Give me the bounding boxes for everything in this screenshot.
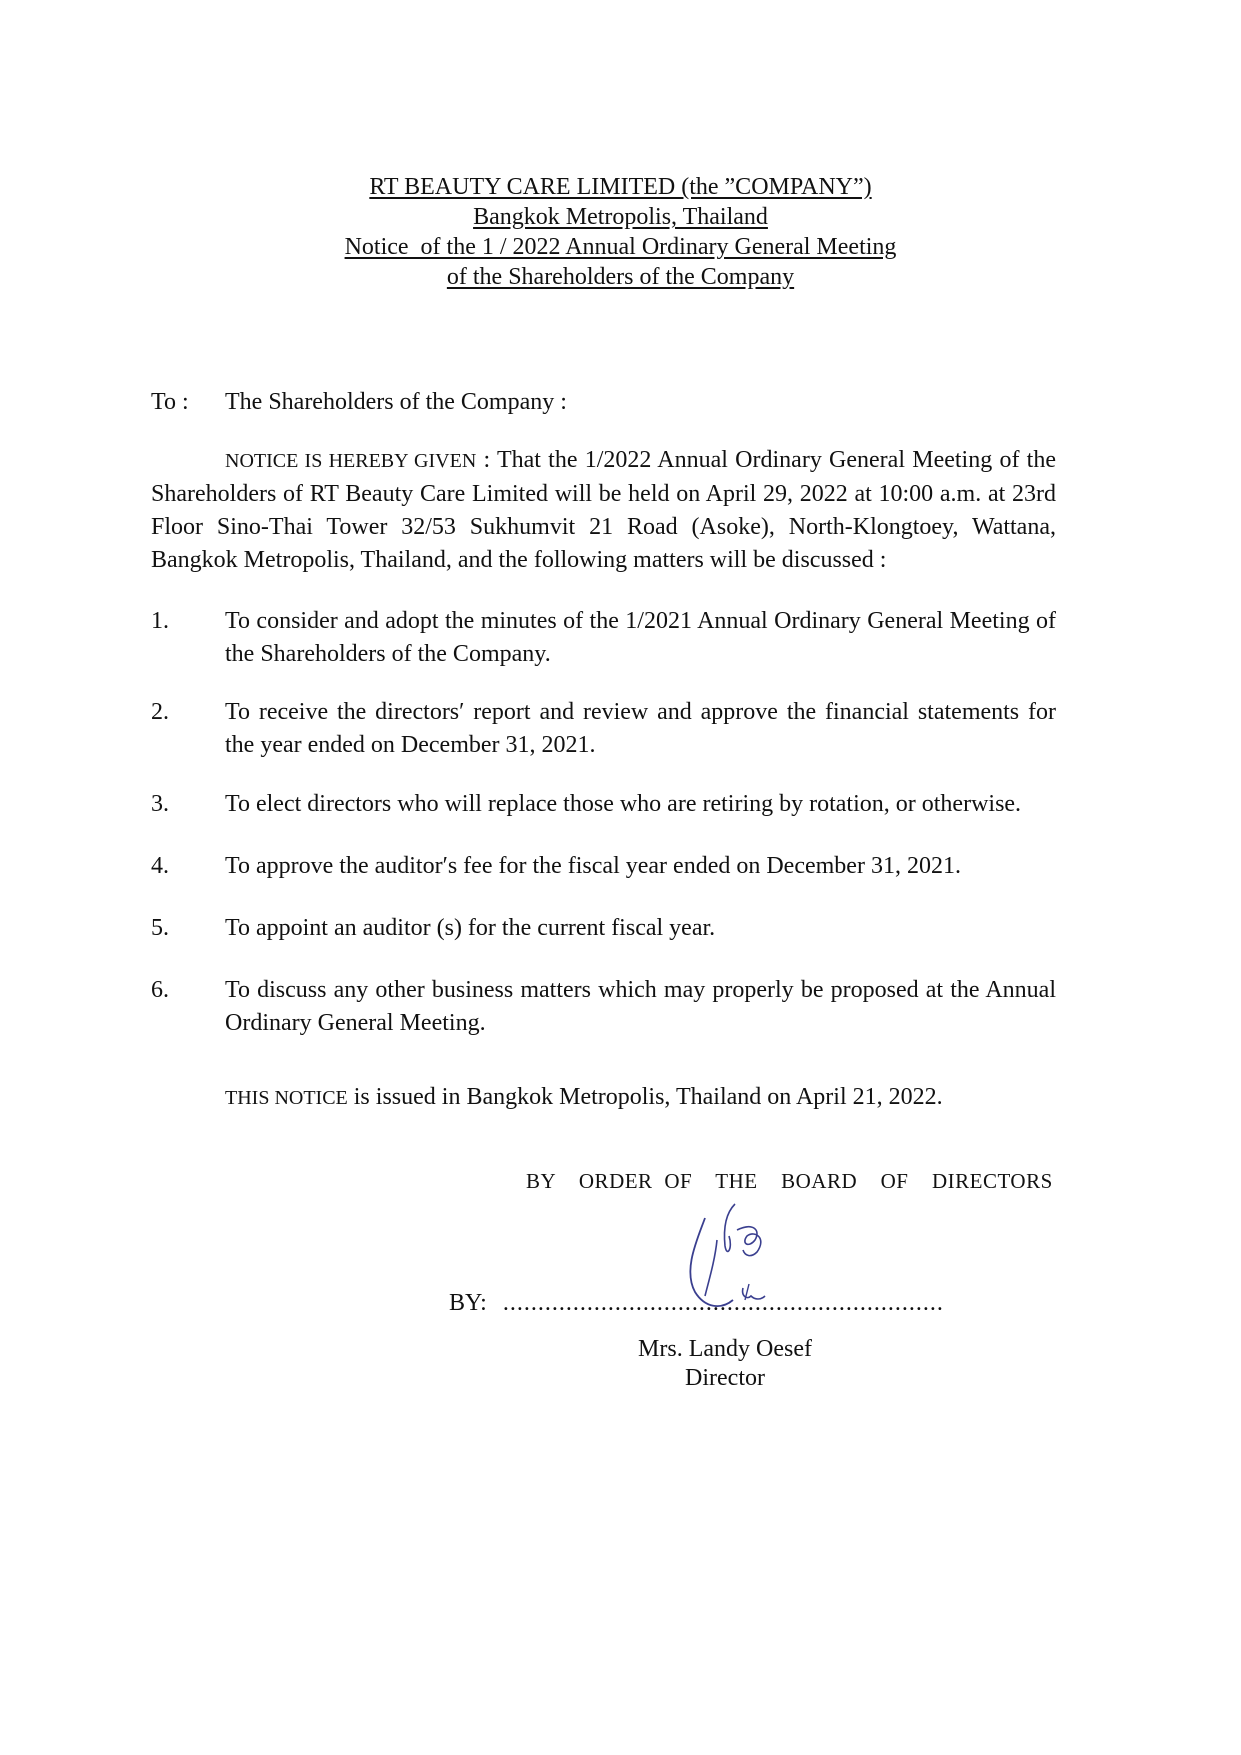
signature-dots: ............................................................... — [502, 1290, 944, 1316]
issued-body: is issued in Bangkok Metropolis, Thailand on April 21, 2022. — [347, 1084, 943, 1110]
agenda-item — [151, 605, 1056, 671]
signer-title: Director — [685, 1365, 765, 1391]
agenda-item-number: 2. — [151, 699, 169, 725]
meeting-title: Notice of the 1 / 2022 Annual Ordinary General Meeting — [344, 234, 897, 260]
agenda-item-number: 5. — [151, 915, 169, 941]
agenda-item — [151, 974, 1056, 1040]
by-label: BY: — [449, 1290, 487, 1316]
agenda-item-text: To consider and adopt the minutes of the 1/2021 Annual Ordinary General Meeting of the Shareholders of the Company. — [225, 608, 1056, 667]
agenda-item-number: 6. — [151, 977, 169, 1003]
notice-paragraph — [151, 444, 1056, 577]
agenda-item — [151, 850, 1056, 883]
company-name: RT BEAUTY CARE LIMITED (the ”COMPANY”) — [369, 174, 872, 200]
agenda-item-number: 4. — [151, 853, 169, 879]
agenda-item — [151, 696, 1056, 762]
agenda-item-number: 1. — [151, 608, 169, 634]
board-order-line: BY ORDER OF THE BOARD OF DIRECTORS — [526, 1169, 1053, 1193]
agenda-item-text: To elect directors who will replace those who are retiring by rotation, or otherwise. — [225, 791, 1022, 817]
company-location: Bangkok Metropolis, Thailand — [473, 204, 768, 230]
addressee-value: The Shareholders of the Company : — [225, 389, 567, 415]
agenda-item-number: 3. — [151, 791, 169, 817]
signer-name: Mrs. Landy Oesef — [638, 1336, 812, 1362]
signature-line — [449, 1290, 944, 1317]
agenda-item-text: To receive the directors′ report and review and approve the financial statements for the year ended on December 31, 2021. — [225, 699, 1056, 758]
agenda-item-text: To approve the auditor′s fee for the fiscal year ended on December 31, 2021. — [225, 853, 961, 879]
issued-statement — [225, 1081, 943, 1115]
document-header — [0, 172, 1241, 292]
addressee-row — [151, 386, 1056, 419]
agenda-item — [151, 912, 1056, 945]
meeting-subtitle: of the Shareholders of the Company — [446, 264, 795, 290]
addressee-label: To : — [151, 389, 189, 415]
agenda-item-text: To discuss any other business matters which may properly be proposed at the Annual Ordinary General Meeting. — [225, 977, 1056, 1036]
issued-lead: THIS NOTICE — [225, 1087, 348, 1109]
agenda-item-text: To appoint an auditor (s) for the current fiscal year. — [225, 915, 716, 941]
notice-body: : That the 1/2022 Annual Ordinary General Meeting of the Shareholders of RT Beauty Care Limited will be held on April 29, 2022 at 10:00 a.m. at 23rd Floor Sino-Thai Tower 32/53 Sukhumvit 21 Road (Asoke), North-Klongtoey, Wattana, Bangkok Metropolis, Thailand, and the following matters will be discussed : — [151, 447, 1056, 573]
agenda-item — [151, 788, 1056, 821]
notice-lead: NOTICE IS HEREBY GIVEN — [225, 450, 477, 472]
